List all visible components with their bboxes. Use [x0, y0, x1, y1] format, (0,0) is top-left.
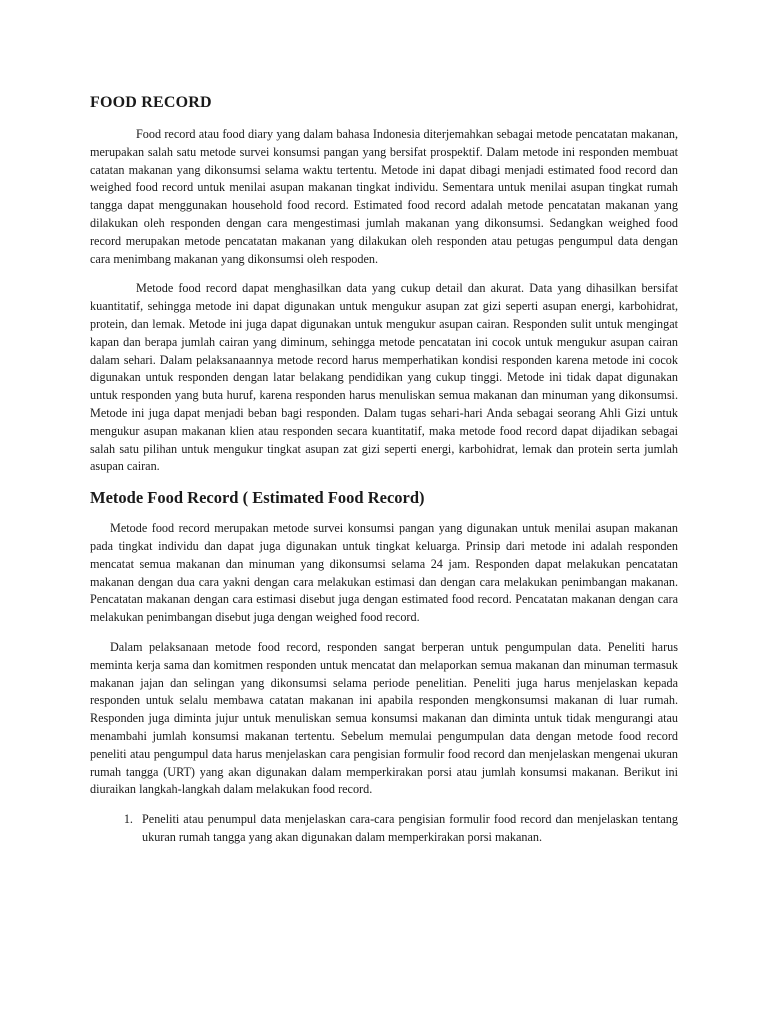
intro-paragraph-1: Food record atau food diary yang dalam bahasa Indonesia diterjemahkan sebagai metode pencatatan makanan, merupakan salah satu metode survei konsumsi pangan yang bersifat prospektif. Dalam metode ini responden membuat catatan makanan yang dikonsumsi selama waktu tertentu. Metode ini dapat dibagi menjadi estimated food record dan weighed food record untuk menilai asupan makanan tingkat individu. Sementara untuk menilai asupan tingkat rumah tangga dapat menggunakan household food record. Estimated food record adalah metode pencatatan makanan yang dilakukan oleh responden dengan cara mengestimasi jumlah makanan yang dikonsumsi. Sedangkan weighed food record merupakan metode pencatatan makanan yang dilakukan oleh responden atau petugas pengumpul data dengan cara menimbang makanan yang dikonsumsi oleh respoden. [90, 127, 678, 266]
document-title: FOOD RECORD [90, 94, 212, 111]
section-paragraph-2: Dalam pelaksanaan metode food record, responden sangat berperan untuk pengumpulan data. Peneliti harus meminta kerja sama dan komitmen responden untuk mencatat dan melaporkan semua makanan dan minuman termasuk makanan jajan dan selingan yang dikonsumsi selama periode penelitian. Peneliti juga harus menjelaskan kepada responden untuk selalu membawa catatan makanan ini apabila responden mengkonsumsi makanan di luar rumah. Responden juga diminta jujur untuk menuliskan semua konsumsi makanan dan diminta untuk tidak mengurangi atau menambahi jumlah konsumsi makanan tertentu. Sebelum memulai pengumpulan data dengan metode food record peneliti atau pengumpul data harus menjelaskan cara pengisian formulir food record dan menjelaskan mengenai ukuran rumah tangga (URT) yang akan digunakan dalam memperkirakan porsi atau jumlah konsumsi makanan. Berikut ini diuraikan langkah-langkah dalam melakukan food record. [90, 639, 678, 797]
list-item: 1. Peneliti atau penumpul data menjelaskan cara-cara pengisian formulir food record dan menjelaskan tentang ukuran rumah tangga yang akan digunakan dalam memperkirakan porsi makanan. [136, 811, 678, 847]
steps-list [90, 811, 678, 847]
section-paragraph-1: Metode food record merupakan metode survei konsumsi pangan yang digunakan untuk menilai asupan makanan pada tingkat individu dan dapat juga digunakan untuk tingkat keluarga. Prinsip dari metode ini adalah responden mencatat semua makanan dan minuman yang dikonsumsi selama 24 jam. Responden dapat melakukan pencatatan makanan dengan dua cara yakni dengan cara melakukan estimasi dan dengan cara melakukan penimbangan makanan. Pencatatan makanan dengan cara estimasi disebut juga dengan estimated food record. Pencatatan makanan dengan cara melakukan penimbangan disebut juga dengan weighed food record. [90, 521, 678, 625]
intro-paragraph-2: Metode food record dapat menghasilkan data yang cukup detail dan akurat. Data yang dihasilkan bersifat kuantitatif, sehingga metode ini dapat digunakan untuk mengukur asupan zat gizi seperti asupan energi, karbohidrat, protein, dan lemak. Metode ini juga dapat digunakan untuk mengukur asupan cairan. Responden sulit untuk mengingat kapan dan berapa jumlah cairan yang diminum, sehingga metode pencatatan ini cocok untuk mengukur asupan cairan dalam sehari. Dalam pelaksanaannya metode record harus memperhatikan kondisi responden karena metode ini cocok digunakan untuk responden dengan latar belakang pendidikan yang cukup tinggi. Metode ini tidak dapat digunakan untuk responden yang buta huruf, karena responden harus menuliskan semua makanan dan minuman yang dikonsumsi. Metode ini juga dapat menjadi beban bagi responden. Dalam tugas sehari-hari Anda sebagai seorang Ahli Gizi untuk mengukur asupan makanan klien atau responden secara kuantitatif, maka metode food record dapat dijadikan sebagai salah satu pilihan untuk mengukur tingkat asupan zat gizi seperti energi, karbohidrat, lemak dan protein serta jumlah asupan cairan. [90, 281, 678, 474]
section-heading: Metode Food Record ( Estimated Food Record) [90, 488, 425, 508]
